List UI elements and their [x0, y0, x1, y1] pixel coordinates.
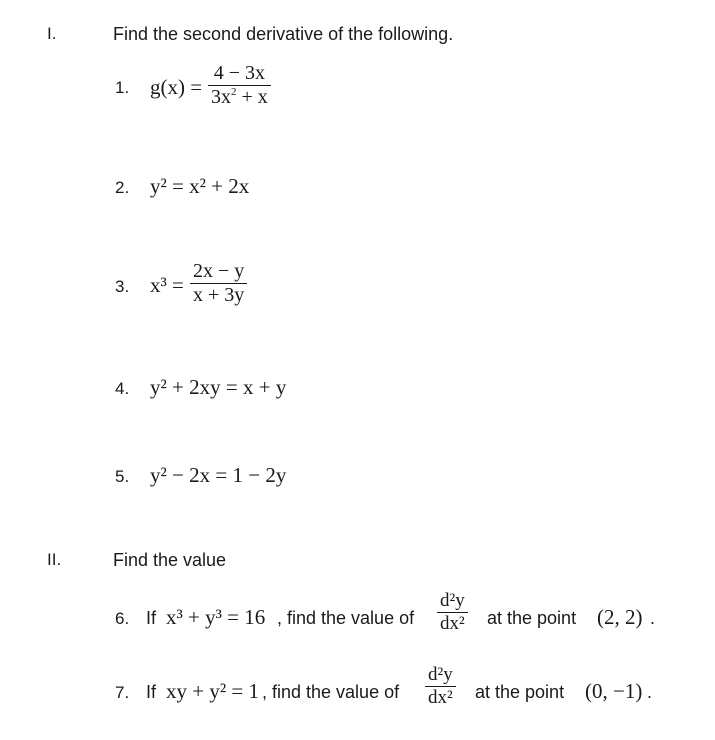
problem-7-derivative [425, 664, 456, 709]
problem-5-equation: y² − 2x = 1 − 2y [150, 463, 287, 487]
problem-5-number: 5. [115, 467, 130, 486]
problem-3-fraction [190, 260, 247, 307]
problem-4-number: 4. [115, 379, 130, 398]
problem-4-equation: y² + 2xy = x + y [150, 375, 287, 399]
problem-6-mid: , find the value of [277, 608, 415, 628]
problem-1-denominator: $3x^2 + x$ [211, 86, 268, 108]
problem-3-numerator: 2x − y [193, 260, 245, 282]
section-2-heading: Find the value [113, 550, 227, 570]
problem-6-derivative [437, 590, 468, 635]
problem-6-end: . [650, 608, 656, 628]
problem-6-prefix: If [146, 608, 157, 628]
derivative-denominator: dx² [428, 686, 453, 708]
problem-6-number: 6. [115, 609, 130, 628]
problem-7-mid: , find the value of [262, 682, 400, 702]
problem-7-condition: xy + y² = 1 [166, 679, 259, 703]
problem-6-condition: x³ + y³ = 16 [166, 605, 266, 629]
problem-6-point: (2, 2) [597, 605, 643, 629]
problem-7-number: 7. [115, 683, 130, 702]
problem-2-equation: y² = x² + 2x [150, 174, 250, 198]
derivative-numerator: d²y [440, 590, 465, 611]
problem-7-prefix: If [146, 682, 157, 702]
problem-3-number: 3. [115, 277, 130, 296]
problem-6-suffix: at the point [487, 608, 577, 628]
derivative-denominator: dx² [440, 612, 465, 634]
derivative-numerator: d²y [428, 664, 453, 685]
section-1-numeral: I. [47, 24, 57, 43]
problem-2-number: 2. [115, 178, 130, 197]
problem-3-lhs: x³ = [150, 273, 184, 297]
problem-3-denominator: x + 3y [193, 284, 245, 306]
problem-1-lhs: g(x) = [150, 75, 203, 99]
problem-1-numerator: 4 − 3x [213, 62, 266, 84]
problem-1-fraction [208, 62, 271, 109]
section-2-numeral: II. [47, 550, 62, 569]
problem-1-number: 1. [115, 78, 130, 97]
problem-7-suffix: at the point [475, 682, 565, 702]
problem-7-point: (0, −1) [585, 679, 643, 703]
problem-7-end: . [647, 682, 653, 702]
section-1-heading: Find the second derivative of the following. [113, 24, 454, 44]
